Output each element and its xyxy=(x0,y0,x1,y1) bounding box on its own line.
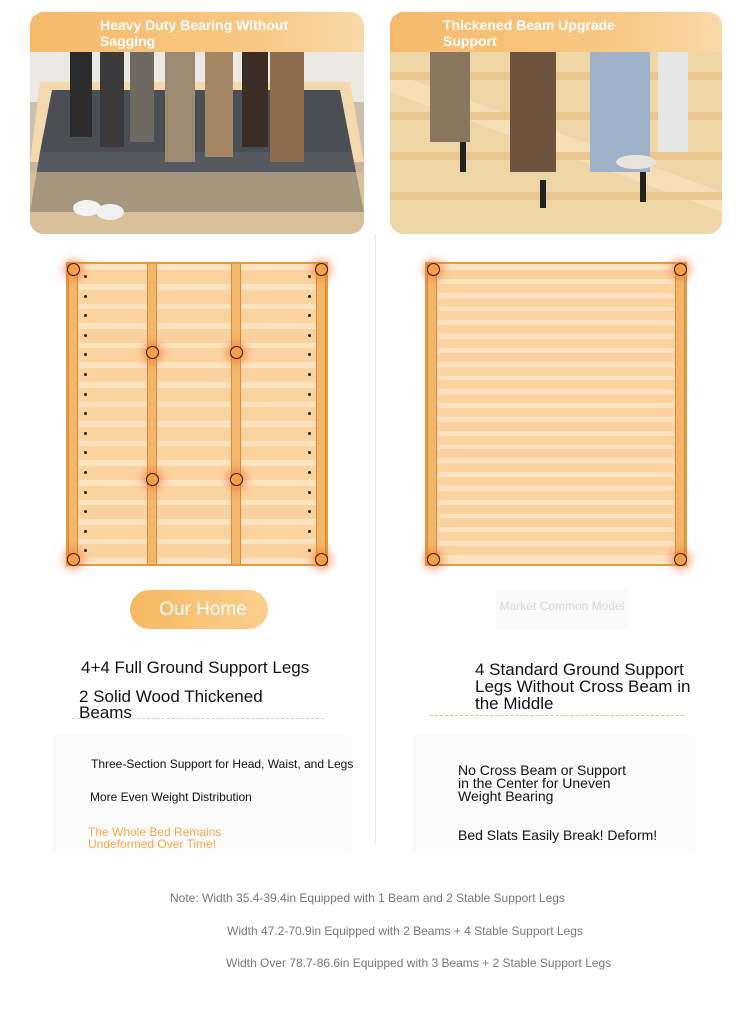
slat-screw xyxy=(308,432,311,435)
bed-slat xyxy=(76,368,318,382)
center-beam xyxy=(231,264,241,564)
bed-slat xyxy=(435,298,677,307)
bed-slat xyxy=(435,436,677,445)
bed-slat xyxy=(76,525,318,539)
market-feature-slats-break: Bed Slats Easily Break! Deform! xyxy=(458,827,658,843)
center-beam xyxy=(147,264,157,564)
bed-slat xyxy=(76,486,318,500)
slat-screw xyxy=(308,491,311,494)
bed-slat xyxy=(435,367,677,376)
support-leg xyxy=(427,263,440,276)
slat-screw xyxy=(308,471,311,474)
support-leg xyxy=(674,553,687,566)
photo-thickened-beam xyxy=(390,12,722,234)
side-rail-right xyxy=(675,264,685,564)
slat-screw xyxy=(308,334,311,337)
support-leg xyxy=(315,263,328,276)
bed-slat xyxy=(435,394,677,403)
support-leg xyxy=(146,346,159,359)
left-heading-underline xyxy=(72,718,324,719)
our-support-legs-heading: 4+4 Full Ground Support Legs xyxy=(81,658,310,677)
bed-slat xyxy=(435,463,677,472)
slat-screw xyxy=(308,295,311,298)
slat-screw xyxy=(84,373,87,376)
note-line-3: Width Over 78.7-86.6in Equipped with 3 Beams + 2 Stable Support Legs xyxy=(226,956,612,970)
note-line-2: Width 47.2-70.9in Equipped with 2 Beams + 4 Stable Support Legs xyxy=(227,924,583,938)
slat-screw xyxy=(308,530,311,533)
support-leg xyxy=(315,553,328,566)
photo-caption-left: Heavy Duty Bearing Without Sagging xyxy=(100,17,289,49)
bed-slat xyxy=(435,546,677,555)
our-feature-weight: More Even Weight Distribution xyxy=(90,790,252,804)
market-support-legs-heading: 4 Standard Ground Support Legs Without Cross Beam in the Middle xyxy=(475,660,691,713)
support-leg xyxy=(427,553,440,566)
bed-slat xyxy=(435,449,677,458)
slat-screw xyxy=(84,491,87,494)
bed-slat xyxy=(435,380,677,389)
support-leg xyxy=(230,346,243,359)
bed-slat xyxy=(435,325,677,334)
bed-slat xyxy=(435,505,677,514)
side-rail-left xyxy=(427,264,437,564)
slat-screw xyxy=(84,295,87,298)
note-line-1: Note: Width 35.4-39.4in Equipped with 1 Beam and 2 Stable Support Legs xyxy=(170,891,565,905)
slat-screw xyxy=(308,393,311,396)
support-leg xyxy=(67,553,80,566)
bed-slat xyxy=(76,348,318,362)
photo-banner xyxy=(390,12,722,52)
our-feature-undeformed: The Whole Bed Remains Undeformed Over Time! xyxy=(88,825,222,851)
bed-slat xyxy=(435,491,677,500)
slat-screw xyxy=(308,275,311,278)
bed-slat xyxy=(76,407,318,421)
support-leg xyxy=(674,263,687,276)
support-leg xyxy=(146,473,159,486)
photo-banner xyxy=(30,12,364,52)
bed-slat xyxy=(435,532,677,541)
market-bed-frame-diagram xyxy=(425,262,687,566)
bed-slat xyxy=(76,290,318,304)
slat-screw xyxy=(84,471,87,474)
side-rail-left xyxy=(68,264,78,564)
our-feature-three-section: Three-Section Support for Head, Waist, and Legs xyxy=(91,757,354,771)
our-bed-frame-diagram xyxy=(66,262,328,566)
slat-screw xyxy=(84,530,87,533)
bed-slat xyxy=(76,466,318,480)
bed-slat xyxy=(435,422,677,431)
market-feature-no-beam: No Cross Beam or Support in the Center for Uneven Weight Bearing xyxy=(458,762,627,804)
slat-screw xyxy=(84,393,87,396)
bed-slat xyxy=(435,408,677,417)
market-common-model-label: Market Common Model xyxy=(496,590,628,630)
bed-slat xyxy=(76,388,318,402)
bed-slat xyxy=(435,270,677,279)
bed-slat xyxy=(435,518,677,527)
bed-slat xyxy=(76,427,318,441)
support-leg xyxy=(230,473,243,486)
bed-slat xyxy=(76,446,318,460)
photo-heavy-duty-bearing xyxy=(30,12,364,234)
bed-slat xyxy=(435,339,677,348)
column-divider xyxy=(375,234,376,844)
slat-screw xyxy=(84,334,87,337)
slat-screw xyxy=(84,275,87,278)
support-leg xyxy=(67,263,80,276)
side-rail-right xyxy=(316,264,326,564)
bed-slat xyxy=(76,505,318,519)
bed-slat xyxy=(435,311,677,320)
slat-screw xyxy=(84,432,87,435)
our-home-label: Our Home xyxy=(130,590,268,629)
bed-slat xyxy=(435,353,677,362)
photo-caption-right: Thickened Beam Upgrade Support xyxy=(443,17,615,49)
slat-screw xyxy=(308,373,311,376)
bed-slat xyxy=(76,309,318,323)
bed-slat xyxy=(435,477,677,486)
bed-slat xyxy=(435,284,677,293)
bed-slat xyxy=(76,544,318,558)
right-heading-underline xyxy=(430,715,684,716)
our-beams-heading: 2 Solid Wood Thickened Beams xyxy=(79,687,263,722)
bed-slat xyxy=(76,270,318,284)
bed-slat xyxy=(76,329,318,343)
